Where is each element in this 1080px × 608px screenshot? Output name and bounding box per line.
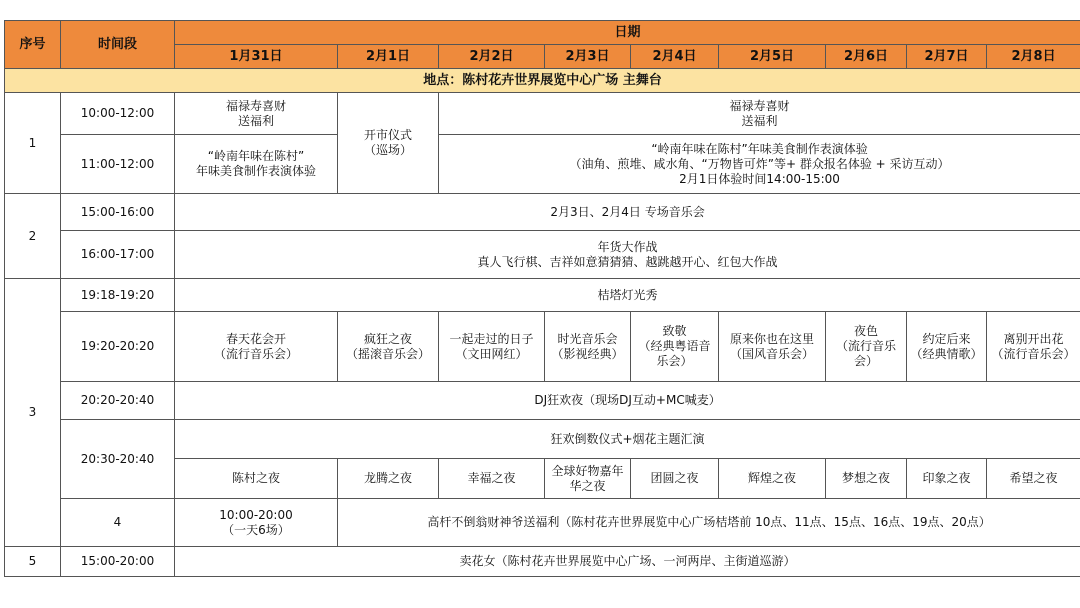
table-row [5,194,1080,231]
time-cell: 20:20-20:40 [61,382,175,420]
date-cell: 2月4日 [631,45,719,69]
event-cell: 卖花女（陈村花卉世界展览中心广场、一河两岸、主街道巡游） [175,547,1080,577]
date-cell: 2月1日 [338,45,439,69]
night-cell: 梦想之夜 [826,459,907,499]
time-cell: 15:00-16:00 [61,194,175,231]
location-row [5,69,1080,93]
date-cell: 2月8日 [987,45,1080,69]
table-row [5,312,1080,382]
concert-cell: 疯狂之夜 （摇滚音乐会） [338,312,439,382]
event-cell: 2月3日、2月4日 专场音乐会 [175,194,1080,231]
seq-cell: 4 [61,499,175,547]
concert-cell: 约定后来 （经典情歌） [907,312,987,382]
seq-cell: 5 [5,547,61,577]
night-cell: 陈村之夜 [175,459,338,499]
table-row [5,420,1080,459]
concert-cell: 离别开出花 （流行音乐会） [987,312,1080,382]
table-row [5,382,1080,420]
date-cell: 2月3日 [545,45,631,69]
event-cell: DJ狂欢夜（现场DJ互动+MC喊麦） [175,382,1080,420]
event-cell: “岭南年味在陈村” 年味美食制作表演体验 [175,135,338,194]
concert-cell: 夜色 （流行音乐会） [826,312,907,382]
night-cell: 希望之夜 [987,459,1080,499]
event-cell: 高杆不倒翁财神爷送福利（陈村花卉世界展览中心广场桔塔前 10点、11点、15点、16点、19点、20点） [338,499,1080,547]
table-row [5,499,1080,547]
time-cell: 10:00-12:00 [61,93,175,135]
header-seq: 序号 [5,21,61,69]
event-cell: 开市仪式 （巡场） [338,93,439,194]
concert-cell: 一起走过的日子 （文田网红） [439,312,545,382]
table-row [5,93,1080,135]
table-row [5,231,1080,279]
table-row [5,547,1080,577]
location-label: 地点：陈村花卉世界展览中心广场 主舞台 [5,69,1080,93]
time-cell: 15:00-20:00 [61,547,175,577]
time-cell: 19:18-19:20 [61,279,175,312]
date-cell: 2月6日 [826,45,907,69]
event-cell: 狂欢倒数仪式+烟花主题汇演 [175,420,1080,459]
date-cell: 2月2日 [439,45,545,69]
night-cell: 幸福之夜 [439,459,545,499]
header-time: 时间段 [61,21,175,69]
header-row [5,21,1080,45]
event-cell: 福禄寿喜财 送福利 [439,93,1080,135]
time-cell: 11:00-12:00 [61,135,175,194]
date-cell: 2月5日 [719,45,826,69]
table-row [5,135,1080,194]
concert-cell: 致敬 （经典粤语音乐会） [631,312,719,382]
night-cell: 团圆之夜 [631,459,719,499]
date-cell: 1月31日 [175,45,338,69]
date-cell: 2月7日 [907,45,987,69]
schedule-table [4,20,1080,577]
concert-cell: 原来你也在这里 （国风音乐会） [719,312,826,382]
event-cell: “岭南年味在陈村”年味美食制作表演体验 （油角、煎堆、咸水角、“万物皆可炸”等+ 群众报名体验 + 采访互动） 2月1日体验时间14:00-15:00 [439,135,1080,194]
header-date: 日期 [175,21,1080,45]
time-cell: 19:20-20:20 [61,312,175,382]
time-cell: 16:00-17:00 [61,231,175,279]
table-row [5,279,1080,312]
seq-cell: 2 [5,194,61,279]
night-cell: 全球好物嘉年华之夜 [545,459,631,499]
seq-cell: 1 [5,93,61,194]
event-cell: 福禄寿喜财 送福利 [175,93,338,135]
seq-cell: 3 [5,279,61,547]
night-cell: 辉煌之夜 [719,459,826,499]
concert-cell: 春天花会开 （流行音乐会） [175,312,338,382]
night-cell: 印象之夜 [907,459,987,499]
event-cell: 桔塔灯光秀 [175,279,1080,312]
concert-cell: 时光音乐会 （影视经典） [545,312,631,382]
time-cell: 20:30-20:40 [61,420,175,499]
night-cell: 龙腾之夜 [338,459,439,499]
event-cell: 年货大作战 真人飞行棋、吉祥如意猜猜猜、越跳越开心、红包大作战 [175,231,1080,279]
time-cell: 10:00-20:00 （一天6场） [175,499,338,547]
